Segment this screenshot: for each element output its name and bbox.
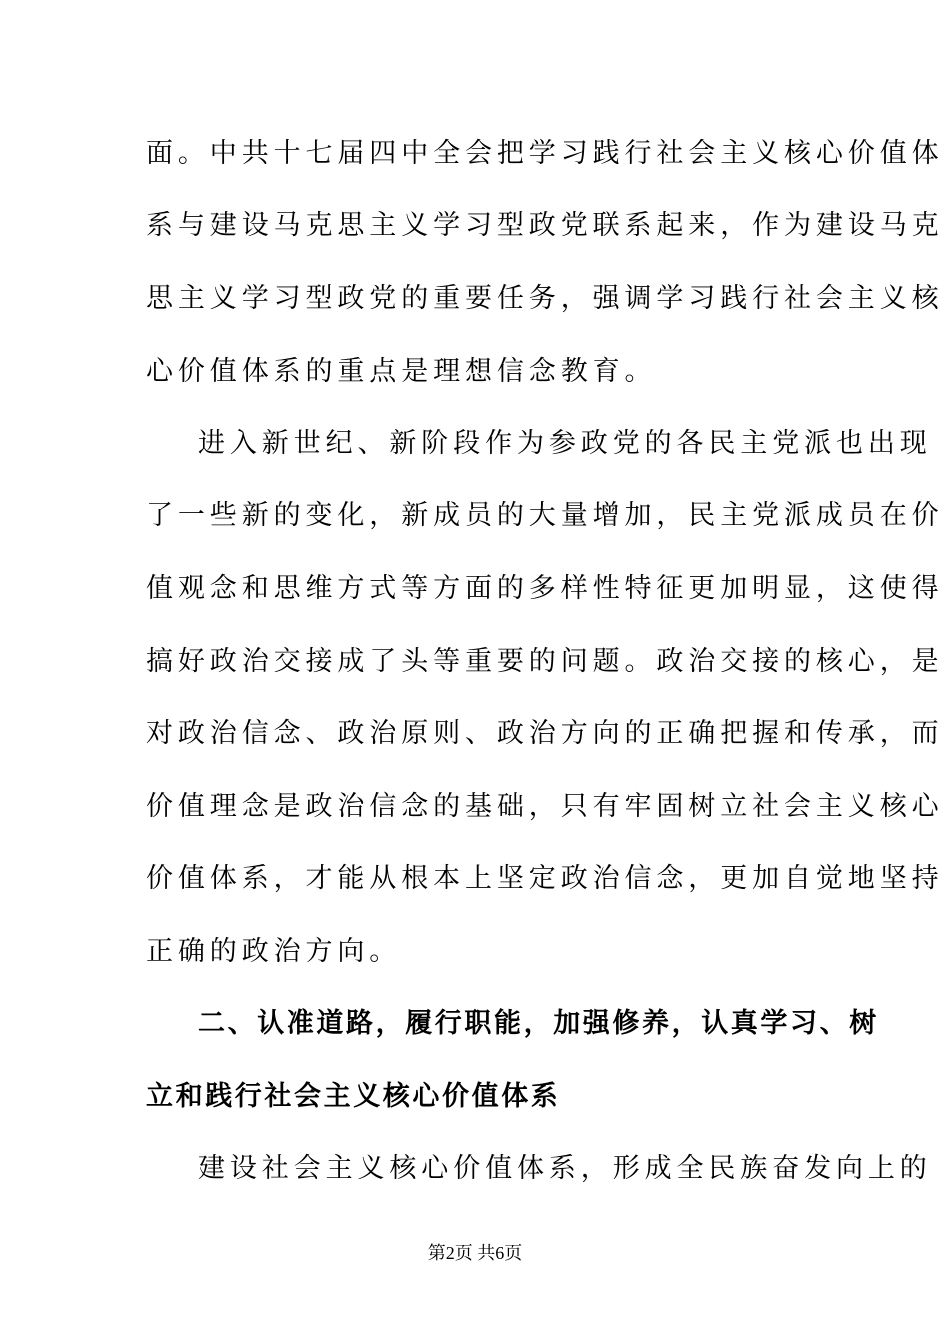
body-line-13: 建设社会主义核心价值体系，形成全民族奋发向上的 — [198, 1153, 932, 1184]
page-footer: 第2页 共6页 — [427, 1243, 523, 1263]
body-line-3: 思主义学习型政党的重要任务，强调学习践行社会主义核 — [146, 283, 944, 314]
body-line-10: 价值理念是政治信念的基础，只有牢固树立社会主义核心 — [146, 791, 944, 822]
section-heading-line-1: 二、认准道路，履行职能，加强修养，认真学习、树 — [198, 1008, 879, 1039]
body-line-2: 系与建设马克思主义学习型政党联系起来，作为建设马克 — [146, 210, 944, 241]
body-line-12: 正确的政治方向。 — [146, 936, 402, 967]
body-line-8: 搞好政治交接成了头等重要的问题。政治交接的核心，是 — [146, 646, 944, 677]
body-line-7: 值观念和思维方式等方面的多样性特征更加明显，这使得 — [146, 573, 944, 604]
body-line-6: 了一些新的变化，新成员的大量增加，民主党派成员在价 — [146, 500, 944, 531]
body-line-9: 对政治信念、政治原则、政治方向的正确把握和传承，而 — [146, 718, 944, 749]
body-line-11: 价值体系，才能从根本上坚定政治信念，更加自觉地坚持 — [146, 863, 944, 894]
body-line-5: 进入新世纪、新阶段作为参政党的各民主党派也出现 — [198, 428, 932, 459]
section-heading-line-2: 立和践行社会主义核心价值体系 — [146, 1081, 561, 1112]
body-line-1: 面。中共十七届四中全会把学习践行社会主义核心价值体 — [146, 138, 944, 169]
body-line-4: 心价值体系的重点是理想信念教育。 — [146, 356, 657, 387]
